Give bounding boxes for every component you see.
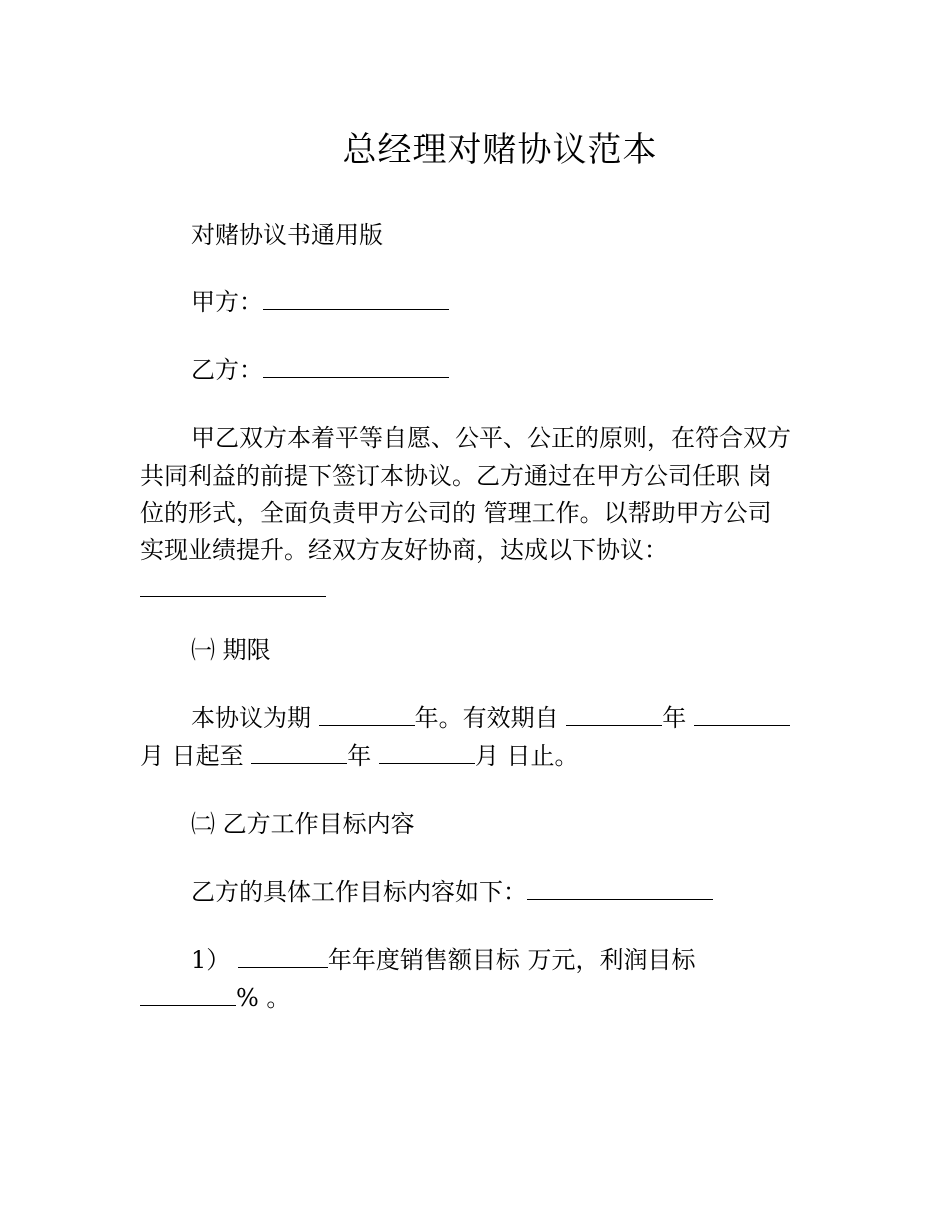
- party-a-label: 甲方：: [191, 288, 263, 316]
- item-1-suffix: % 。: [236, 984, 291, 1012]
- party-a-blank: [263, 285, 449, 310]
- item-1-number: 1）: [191, 946, 231, 974]
- start-year-blank: [566, 701, 662, 726]
- year-label-1: 年: [662, 704, 687, 732]
- item-1-line-2: [140, 980, 290, 1016]
- party-b-blank: [263, 353, 449, 378]
- start-day-label: 月 日起至: [140, 742, 244, 770]
- intro-blank: [140, 596, 326, 597]
- profit-target-blank: [140, 981, 236, 1006]
- section-2-intro: 乙方的具体工作目标内容如下：: [191, 878, 527, 906]
- item-1-year-blank: [238, 943, 328, 968]
- start-month-blank: [694, 701, 790, 726]
- intro-line-1: 甲乙双方本着平等自愿、公平、公正的原则，在符合双方: [191, 424, 791, 452]
- end-year-blank: [251, 739, 347, 764]
- intro-line-4: 实现业绩提升。经双方友好协商，达成以下协议：: [140, 536, 668, 564]
- intro-line-3: 位的形式，全面负责甲方公司的 管理工作。以帮助甲方公司: [140, 499, 772, 527]
- section-2-heading: ㈡ 乙方工作目标内容: [191, 810, 415, 838]
- end-month-blank: [379, 739, 475, 764]
- work-target-blank: [527, 875, 713, 900]
- party-a-line: [191, 284, 449, 320]
- section-2-intro-line: [191, 874, 713, 910]
- section-1-heading: ㈠ 期限: [191, 636, 271, 664]
- term-label: 本协议为期: [191, 704, 311, 732]
- year-label-2: 年: [347, 742, 372, 770]
- document-subtitle: 对赌协议书通用版: [191, 221, 383, 249]
- end-day-label: 月 日止。: [474, 742, 579, 770]
- item-1-line-1: [191, 942, 696, 978]
- party-b-line: [191, 352, 449, 388]
- section-1-line-2: [140, 738, 579, 774]
- item-1-text: 年年度销售额目标 万元，利润目标: [327, 946, 696, 974]
- document-title: 总经理对赌协议范本: [342, 130, 658, 170]
- term-years-blank: [319, 701, 415, 726]
- valid-from-label: 年。有效期自: [414, 704, 559, 732]
- intro-line-2: 共同利益的前提下签订本协议。乙方通过在甲方公司任职 岗: [140, 462, 772, 490]
- section-1-line-1: [191, 700, 790, 736]
- party-b-label: 乙方：: [191, 356, 263, 384]
